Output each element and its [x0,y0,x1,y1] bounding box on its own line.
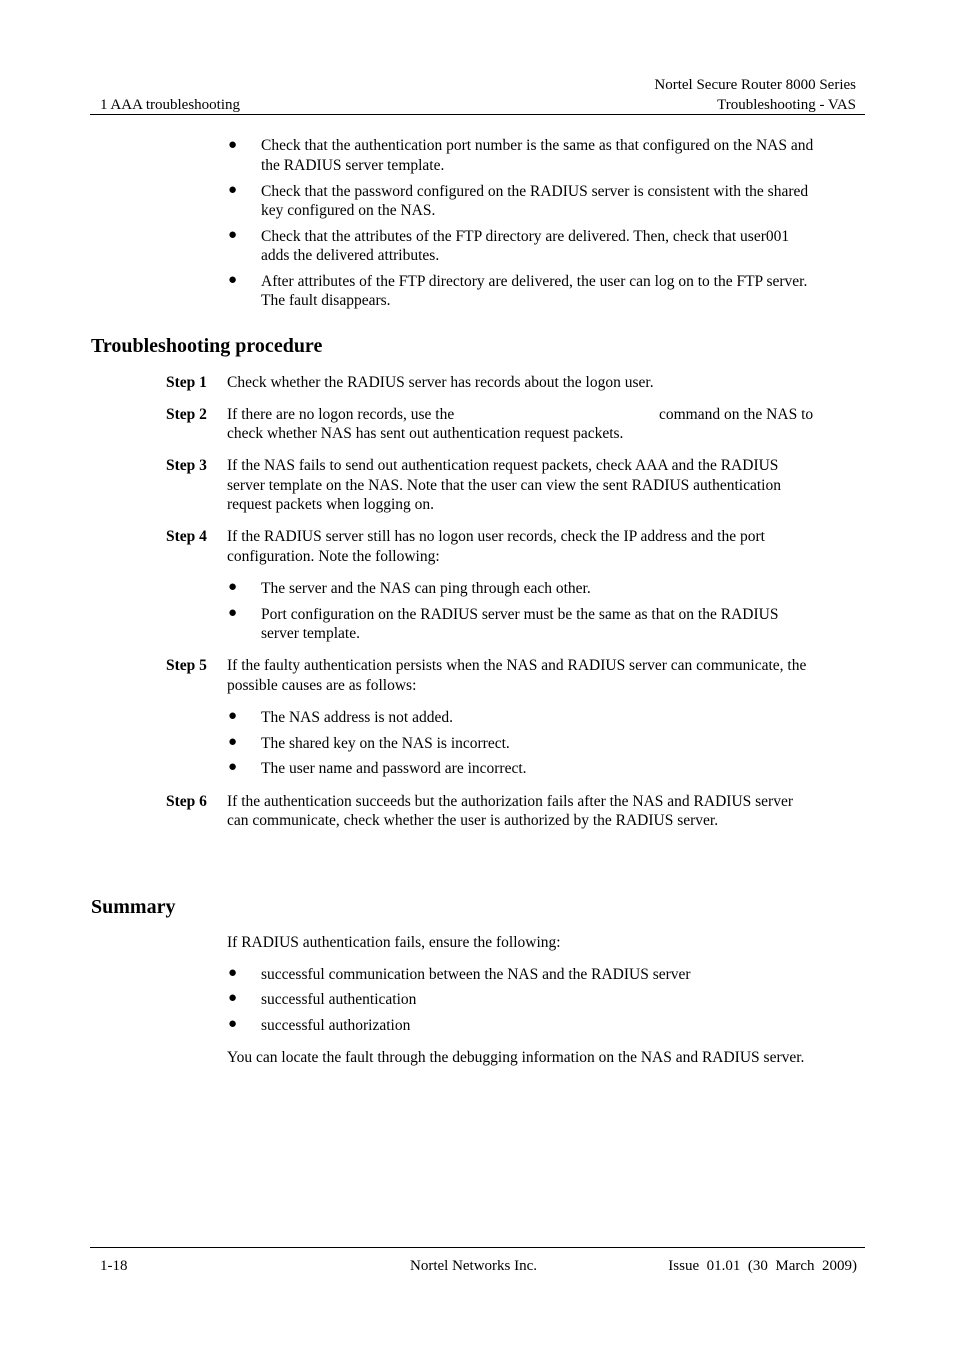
step-4-line-1: If the RADIUS server still has no logon user records, check the IP address and the port [227,528,765,545]
step-1-text: Check whether the RADIUS server has records about the logon user. [227,374,654,391]
intro-bullet-4-line-2: The fault disappears. [261,292,391,309]
step-3-label: Step 3 [166,457,207,474]
step-5-bullet-2: The shared key on the NAS is incorrect. [261,735,510,752]
step-6-line-1: If the authentication succeeds but the authorization fails after the NAS and RADIUS server [227,793,793,810]
header-rule [90,114,865,115]
summary-bullet-3: successful authorization [261,1017,411,1034]
intro-bullet-1-line-1: Check that the authentication port number is the same as that configured on the NAS and [261,137,814,154]
footer-issue: Issue 01.01 (30 March 2009) [668,1258,857,1274]
bullet-icon: ● [228,965,238,981]
step-3-line-1: If the NAS fails to send out authentication request packets, check AAA and the RADIUS [227,457,779,474]
bullet-icon: ● [228,990,238,1006]
summary-heading: Summary [91,896,176,918]
step-5-line-2: possible causes are as follows: [227,677,417,694]
step-4-bullet-2-line-1: Port configuration on the RADIUS server must be the same as that on the RADIUS [261,606,779,623]
step-2-line-2: check whether NAS has sent out authentication request packets. [227,425,624,442]
step-4-line-2: configuration. Note the following: [227,548,440,565]
step-2-line-1: If there are no logon records, use the [227,406,455,423]
header-section: 1 AAA troubleshooting [100,97,241,113]
step-4-bullet-2-line-2: server template. [261,625,360,642]
bullet-icon: ● [228,227,238,243]
step-4-label: Step 4 [166,528,207,545]
step-3-line-3: request packets when logging on. [227,496,435,513]
step-3-line-2: server template on the NAS. Note that the user can view the sent RADIUS authentication [227,477,781,494]
step-5-line-1: If the faulty authentication persists when the NAS and RADIUS server can communicate, the [227,657,807,674]
bullet-icon: ● [228,1016,238,1032]
intro-bullet-4-line-1: After attributes of the FTP directory are delivered, the user can log on to the FTP server. [261,273,808,290]
bullet-icon: ● [228,182,238,198]
bullet-icon: ● [228,272,238,288]
intro-bullet-3-line-2: adds the delivered attributes. [261,247,440,264]
step-5-label: Step 5 [166,657,207,674]
step-6-label: Step 6 [166,793,207,810]
intro-bullet-1-line-2: the RADIUS server template. [261,157,445,174]
header-doc-title: Troubleshooting - VAS [717,97,856,113]
summary-bullet-1: successful communication between the NAS and the RADIUS server [261,966,691,983]
step-4-bullet-1: The server and the NAS can ping through each other. [261,580,591,597]
summary-closing: You can locate the fault through the debugging information on the NAS and RADIUS server. [227,1049,805,1066]
summary-bullet-2: successful authentication [261,991,417,1008]
intro-bullet-2-line-2: key configured on the NAS. [261,202,436,219]
step-5-bullet-3: The user name and password are incorrect. [261,760,527,777]
header-series: Nortel Secure Router 8000 Series [654,77,856,93]
footer-company: Nortel Networks Inc. [410,1258,538,1274]
intro-bullet-2-line-1: Check that the password configured on the RADIUS server is consistent with the shared [261,183,809,200]
bullet-icon: ● [228,708,238,724]
step-2-label: Step 2 [166,406,207,423]
bullet-icon: ● [228,579,238,595]
footer-page-number: 1-18 [100,1258,128,1274]
intro-bullet-3-line-1: Check that the attributes of the FTP directory are delivered. Then, check that user001 [261,228,790,245]
step-2-line-1-tail: command on the NAS to [659,406,814,423]
bullet-icon: ● [228,605,238,621]
step-5-bullet-1: The NAS address is not added. [261,709,453,726]
bullet-icon: ● [228,734,238,750]
footer-rule [90,1247,865,1248]
troubleshooting-heading: Troubleshooting procedure [91,335,323,357]
summary-intro: If RADIUS authentication fails, ensure the following: [227,934,561,951]
bullet-icon: ● [228,759,238,775]
step-6-line-2: can communicate, check whether the user is authorized by the RADIUS server. [227,812,719,829]
step-1-label: Step 1 [166,374,207,391]
bullet-icon: ● [228,137,238,153]
